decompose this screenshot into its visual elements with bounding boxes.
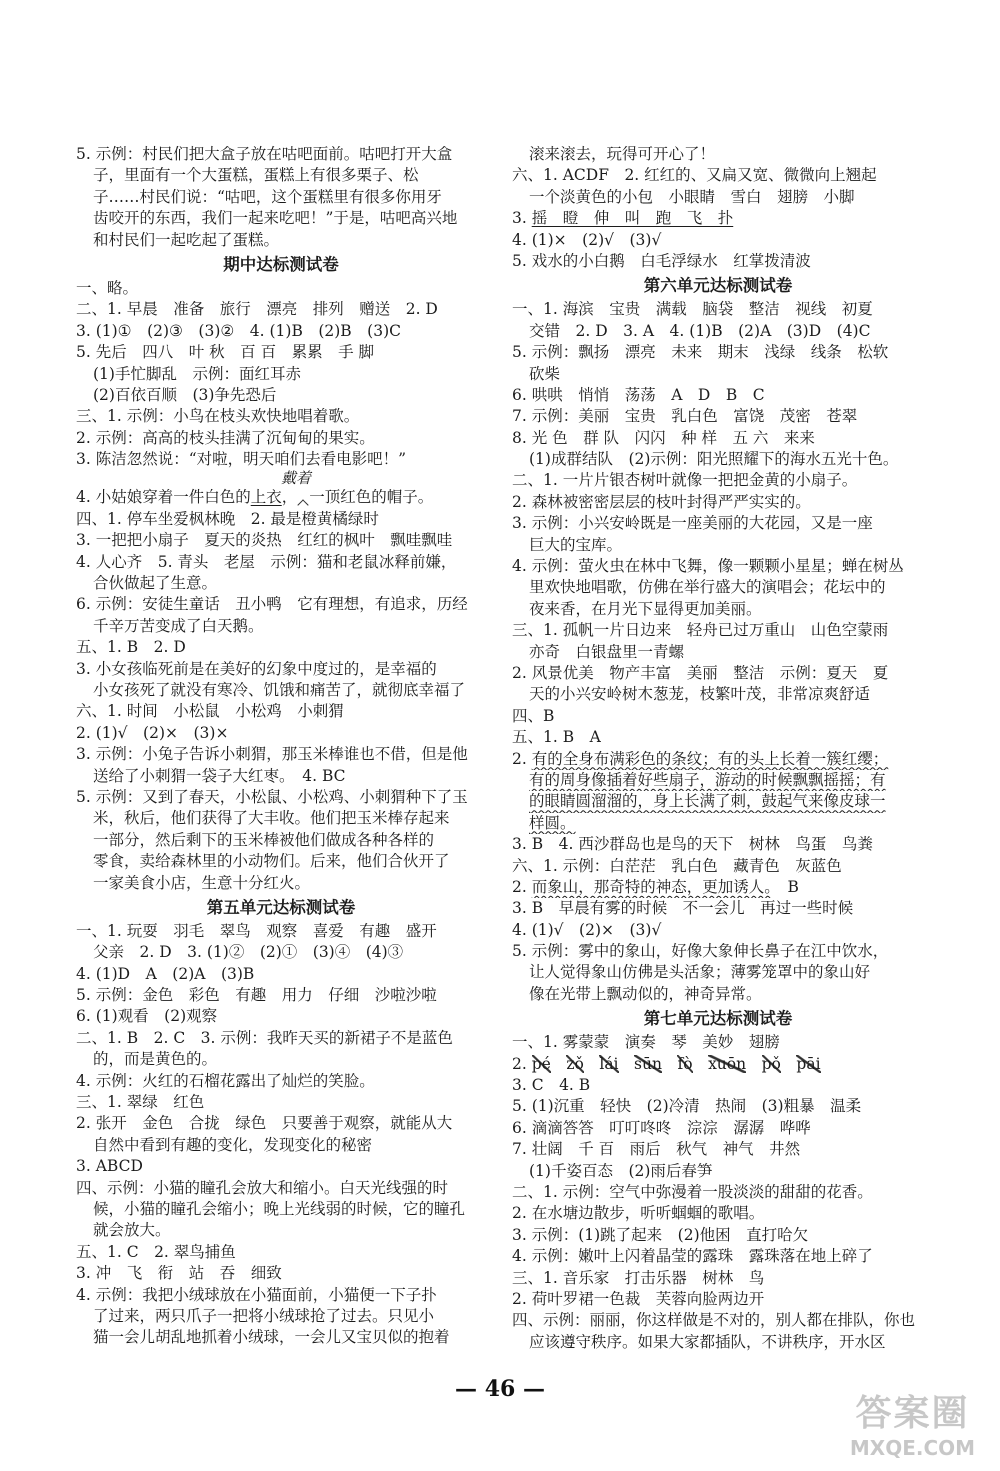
answer-line-continuation: 一部分，然后剩下的玉米棒被他们做成各种各样的 <box>93 830 435 849</box>
struck-through-text: pé <box>531 1054 551 1073</box>
section-heading: 第五单元达标测试卷 <box>206 897 356 917</box>
answer-line: 一、1. 玩耍 羽毛 翠鸟 观察 喜爱 有趣 盛开 <box>76 921 437 940</box>
answer-line: 六、1. ACDF 2. 红红的、又扁又宽、微微向上翘起 <box>512 166 877 185</box>
answer-line <box>512 1054 924 1075</box>
answer-line-continuation: 应该遵守秩序。如果大家都插队，不讲秩序，开水区 <box>529 1332 886 1351</box>
wavy-underlined-text: 有的全身布满彩色的条纹；有的头上长着一簇红缨； <box>531 749 889 768</box>
answer-line: 8. 光 色 群 队 闪闪 种 样 五 六 来来 <box>512 428 815 447</box>
struck-through-text: lái <box>599 1054 619 1073</box>
answer-line-continuation: 候，小猫的瞳孔会缩小；晚上光线弱的时候，它的瞳孔 <box>93 1199 466 1218</box>
answer-line-continuation: 和村民们一起吃起了蛋糕。 <box>93 230 280 249</box>
watermark-logo <box>830 1392 995 1460</box>
answer-line: 三、1. 示例：小鸟在枝头欢快地唱着歌。 <box>76 407 360 426</box>
answer-line-continuation: 千辛万苦变成了白天鹅。 <box>93 616 264 635</box>
answer-text <box>746 1055 762 1073</box>
answer-line: 5. 戏水的小白鹅 白毛浮绿水 红掌拨清波 <box>512 251 811 270</box>
answer-line-continuation <box>512 813 924 834</box>
watermark-logo-text: 答案圈 <box>855 1393 970 1434</box>
answer-line-continuation: 让人觉得象山仿佛是头活象；薄雾笼罩中的象山好 <box>529 963 871 982</box>
answer-line: 三、1. 翠绿 红色 <box>76 1093 205 1112</box>
answer-line <box>512 877 924 898</box>
answer-line: 7. 壮阔 千 百 雨后 秋气 神气 井然 <box>512 1140 801 1159</box>
underlined-text: 摇 瞪 伸 叫 跑 飞 扑 <box>531 209 734 228</box>
answer-line: 3. 冲 飞 衔 站 吞 细致 <box>76 1264 282 1283</box>
insertion-caret-mark <box>298 500 309 509</box>
answer-line-continuation: 猫一会儿胡乱地抓着小绒球，一会儿又宝贝似的抱着 <box>93 1328 450 1347</box>
answer-line-continuation: 父亲 2. D 3. (1)② (2)① (3)④ (4)③ <box>93 943 404 962</box>
answer-line-continuation: (1)成群结队 (2)示例：阳光照耀下的海水五光十色。 <box>529 450 899 469</box>
struck-through-text: sūn <box>634 1054 662 1073</box>
answer-line-continuation: 巨大的宝库。 <box>529 535 623 554</box>
answer-line: 二、1. B 2. C 3. 示例：我昨天买的新裙子不是蓝色 <box>76 1028 453 1047</box>
answer-line: 3. 一把把小扇子 夏天的炎热 红红的枫叶 飘哇飘哇 <box>76 531 453 550</box>
answer-line: 5. 示例：飘扬 漂亮 未来 期末 浅绿 线条 松软 <box>512 343 889 362</box>
answer-line: 四、示例：丽丽，你这样做是不对的，别人都在排队，你也 <box>512 1311 916 1330</box>
answer-line: 3. 示例：(1)跳了起来 (2)他困 直打哈欠 <box>512 1225 809 1244</box>
answer-line <box>512 208 924 229</box>
answer-line: 3. B 4. 西沙群岛也是鸟的天下 树林 鸟蛋 鸟粪 <box>512 835 873 854</box>
answer-text: 2. <box>512 877 532 896</box>
wavy-underlined-text: 而象山，那奇特的神态，更加诱人。 <box>531 877 772 896</box>
section-heading: 第六单元达标测试卷 <box>643 276 793 296</box>
answer-line: 6. 滴滴答答 叮叮咚咚 淙淙 潺潺 哗哗 <box>512 1118 811 1137</box>
answer-line: 五、1. B 2. D <box>76 638 186 657</box>
wavy-underlined-text: 的眼睛圆溜溜的，身上长满了刺，鼓起气来像皮球一 <box>529 792 886 811</box>
left-column <box>76 144 486 1349</box>
wavy-underlined-text: 样圆。 <box>529 813 576 832</box>
answer-line: 3. B 早晨有雾的时候 不一会儿 再过一些时候 <box>512 899 854 918</box>
answer-text: 4. 小姑娘穿着一件白色的 <box>76 488 251 507</box>
answer-line-continuation: 齿咬开的东西，我们一起来吃吧！”于是，咕吧高兴地 <box>93 209 458 228</box>
underlined-text: 上衣 <box>250 488 282 507</box>
answer-text <box>584 1055 600 1073</box>
answer-text: 2. <box>512 749 532 768</box>
answer-line: 四、示例：小猫的瞳孔会放大和缩小。白天光线强的时 <box>76 1178 449 1197</box>
answer-line: 3. 示例：小兴安岭既是一座美丽的大花园，又是一座 <box>512 514 873 533</box>
answer-line: 2. (1)√ (2)× (3)× <box>76 723 229 742</box>
answer-line-continuation: 子，里面有一个大蛋糕，蛋糕上有很多栗子、松 <box>93 166 419 185</box>
answer-line: 4. 人心齐 5. 青头 老屋 示例：猫和老鼠冰释前嫌， <box>76 552 457 571</box>
answer-text: 一顶红色的帽子。 <box>309 488 434 507</box>
answer-line: 6. 哄哄 悄悄 荡荡 A D B C <box>512 385 765 404</box>
answer-line-continuation: 天的小兴安岭树木葱茏，枝繁叶茂，非常凉爽舒适 <box>529 685 871 704</box>
answer-line-continuation: (1)千姿百态 (2)雨后春笋 <box>529 1161 713 1180</box>
answer-text: 2. <box>512 1054 532 1073</box>
answer-line-continuation: 像在光带上飘动似的，神奇异常。 <box>529 984 762 1003</box>
struck-through-text: zǒ <box>566 1054 584 1073</box>
answer-line-continuation: 零食，卖给森林里的小动物们。后来，他们合伙开了 <box>93 852 450 871</box>
answer-line-continuation <box>512 770 924 791</box>
answer-line: 5. (1)沉重 轻快 (2)冷清 热闹 (3)粗暴 温柔 <box>512 1097 862 1116</box>
answer-line-continuation: 的，而是黄色的。 <box>93 1050 218 1069</box>
answer-line: 一、1. 雾蒙蒙 演奏 琴 美妙 翅膀 <box>512 1033 780 1052</box>
answer-line: 5. 示例：村民们把大盒子放在咕吧面前。咕吧打开大盒 <box>76 145 453 163</box>
answer-line: 4. (1)D A (2)A (3)B <box>76 964 255 983</box>
answer-line: 3. C 4. B <box>512 1076 591 1095</box>
answer-line: 5. 示例：金色 彩色 有趣 用力 仔细 沙啦沙啦 <box>76 986 437 1005</box>
wavy-underlined-text: 有的周身像插着好些扇子，游动的时候飘飘摇摇；有 <box>529 770 886 789</box>
answer-line: 3. 陈洁忽然说：“对啦，明天咱们去看电影吧！” <box>76 450 407 469</box>
answer-line: 3. (1)① (2)③ (3)② 4. (1)B (2)B (3)C <box>76 321 401 340</box>
answer-line: 7. 示例：美丽 宝贵 乳白色 富饶 茂密 苍翠 <box>512 407 858 426</box>
struck-through-text: fò <box>677 1054 693 1073</box>
answer-text <box>781 1055 797 1073</box>
answer-line-continuation: 自然中看到有趣的变化，发现变化的秘密 <box>93 1135 373 1154</box>
answer-line-continuation: 子……村民们说：“咕吧，这个蛋糕里有很多你用牙 <box>93 187 442 206</box>
answer-line: 4. 示例：火红的石榴花露出了灿烂的笑脸。 <box>76 1071 375 1090</box>
answer-line-continuation: 夜来香，在月光下显得更加美丽。 <box>529 599 762 618</box>
answer-line-continuation: 了过来，两只爪子一把将小绒球抢了过去。只见小 <box>93 1306 435 1325</box>
answer-line-continuation: 米，秋后，他们获得了大丰收。他们把玉米棒存起来 <box>93 809 450 828</box>
answer-line: 3. ABCD <box>76 1157 143 1176</box>
answer-line: 2. 森林被密密层层的枝叶封得严严实实的。 <box>512 492 811 511</box>
answer-line: 2. 张开 金色 合拢 绿色 只要善于观察，就能从大 <box>76 1114 453 1133</box>
answer-line-continuation: 就会放大。 <box>93 1221 171 1240</box>
struck-through-text: pǒ <box>761 1054 781 1073</box>
answer-line: 三、1. 孤帆一片日边来 轻舟已过万重山 山色空蒙雨 <box>512 621 889 640</box>
answer-line <box>512 749 924 770</box>
answer-text <box>619 1055 635 1073</box>
answer-line-continuation <box>512 791 924 812</box>
answer-line: 六、1. 时间 小松鼠 小松鸡 小刺猬 <box>76 702 344 721</box>
answer-line: 4. (1)× (2)√ (3)√ <box>512 230 662 249</box>
handwritten-insertion: 戴着 <box>281 470 312 488</box>
answer-line: 5. 示例：又到了春天，小松鼠、小松鸡、小刺猬种下了玉 <box>76 787 468 806</box>
answer-line: 二、1. 一片片银杏树叶就像一把把金黄的小扇子。 <box>512 471 858 490</box>
answer-line-continuation: (2)百依百顺 (3)争先恐后 <box>93 385 277 404</box>
answer-line: 2. 在水塘边散步，听听蝈蝈的歌唱。 <box>512 1204 765 1223</box>
right-column <box>512 144 924 1353</box>
answer-line: 4. 示例：嫩叶上闪着晶莹的露珠 露珠落在地上碎了 <box>512 1247 873 1266</box>
answer-line: 6. 示例：安徒生童话 丑小鸭 它有理想，有追求，历经 <box>76 595 468 614</box>
answer-line: 四、B <box>512 706 555 725</box>
answer-line: 2. 风景优美 物产丰富 美丽 整洁 示例：夏天 夏 <box>512 663 889 682</box>
answer-line-continuation: 一个淡黄色的小包 小眼睛 雪白 翅膀 小脚 <box>529 187 855 206</box>
struck-through-text: xuōn <box>708 1054 747 1073</box>
answer-line: 3. 示例：小兔子告诉小刺猬，那玉米棒谁也不借，但是他 <box>76 745 468 764</box>
answer-line: 4. 示例：萤火虫在林中飞舞，像一颗颗小星星；蝉在树丛 <box>512 557 904 576</box>
section-heading: 期中达标测试卷 <box>223 254 339 274</box>
answer-line: 五、1. B A <box>512 728 601 747</box>
answer-line-continuation: 合伙做起了生意。 <box>93 574 218 593</box>
answer-line: 4. (1)√ (2)× (3)√ <box>512 920 662 939</box>
watermark-site-text: MXQE.COM <box>849 1436 976 1460</box>
answer-line: 3. 小女孩临死前是在美好的幻象中度过的，是幸福的 <box>76 659 437 678</box>
answer-line: 四、1. 停车坐爱枫林晚 2. 最是橙黄橘绿时 <box>76 509 379 528</box>
answer-text: B <box>771 877 799 896</box>
answer-text <box>662 1055 678 1073</box>
answer-text: ， <box>281 488 298 507</box>
answer-line: 5. 示例：雾中的象山，好像大象伸长鼻子在江中饮水， <box>512 942 889 961</box>
answer-line <box>76 487 486 508</box>
section-heading: 第七单元达标测试卷 <box>643 1009 793 1029</box>
answer-text <box>693 1055 709 1073</box>
struck-through-text: pāi <box>796 1054 821 1073</box>
answer-line-continuation: 滚来滚去，玩得可开心了！ <box>529 145 716 163</box>
answer-line: 二、1. 示例：空气中弥漫着一股淡淡的甜甜的花香。 <box>512 1182 873 1201</box>
answer-line-continuation: 小女孩死了就没有寒冷、饥饿和痛苦了，就彻底幸福了 <box>93 680 466 699</box>
answer-line-continuation: 一家美食小店，生意十分红火。 <box>93 873 311 892</box>
answer-line: 三、1. 音乐家 打击乐器 树林 鸟 <box>512 1268 765 1287</box>
answer-line-continuation: 砍柴 <box>529 364 561 383</box>
answer-line: 二、1. 早晨 准备 旅行 漂亮 排列 赠送 2. D <box>76 300 438 319</box>
answer-line: 2. 荷叶罗裙一色裁 芙蓉向脸两边开 <box>512 1289 765 1308</box>
answer-text: 3. <box>512 209 532 228</box>
answer-line: 一、略。 <box>76 278 139 297</box>
answer-line: 2. 示例：高高的枝头挂满了沉甸甸的果实。 <box>76 428 375 447</box>
answer-line: 6. (1)观看 (2)观察 <box>76 1007 218 1026</box>
answer-line-continuation: 送给了小刺猬一袋子大红枣。 4. BC <box>93 766 346 785</box>
answer-line: 一、1. 海滨 宝贵 满载 脑袋 整洁 视线 初夏 <box>512 300 873 319</box>
answer-line-continuation: (1)手忙脚乱 示例：面红耳赤 <box>93 364 301 383</box>
answer-line: 六、1. 示例：白茫茫 乳白色 藏青色 灰蓝色 <box>512 856 842 875</box>
page-number: — 46 — <box>455 1376 545 1402</box>
answer-line: 4. 示例：我把小绒球放在小猫面前，小猫便一下子扑 <box>76 1285 437 1304</box>
answer-line-continuation: 里欢快地唱歌，仿佛在举行盛大的演唱会；花坛中的 <box>529 578 886 597</box>
answer-line-continuation: 交错 2. D 3. A 4. (1)B (2)A (3)D (4)C <box>529 321 871 340</box>
answer-line: 5. 先后 四八 叶 秋 百 百 累累 手 脚 <box>76 343 374 362</box>
answer-line-continuation: 亦奇 白银盘里一青螺 <box>529 642 685 661</box>
answer-line: 五、1. C 2. 翠鸟捕鱼 <box>76 1242 236 1261</box>
answer-text <box>551 1055 567 1073</box>
